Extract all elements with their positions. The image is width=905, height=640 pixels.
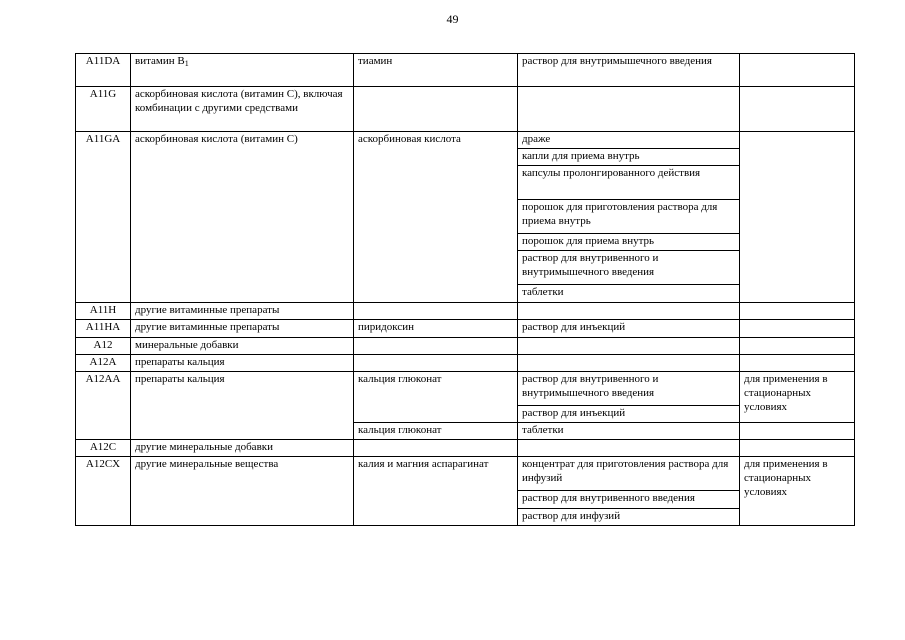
group-name: аскорбиновая кислота (витамин С), включая комбинации с другими средствами — [131, 87, 354, 132]
dosage-form — [518, 87, 740, 132]
note — [740, 440, 855, 457]
inn-name — [354, 303, 518, 320]
dosage-form: порошок для приема внутрь — [518, 234, 740, 251]
atc-code: A12A — [76, 355, 131, 372]
group-name: аскорбиновая кислота (витамин С) — [131, 132, 354, 303]
group-name: препараты кальция — [131, 372, 354, 440]
dosage-form: драже — [518, 132, 740, 149]
dosage-form: раствор для внутривенного и внутримышечного введения — [518, 251, 740, 285]
group-name: препараты кальция — [131, 355, 354, 372]
group-name: минеральные добавки — [131, 338, 354, 355]
dosage-form: капли для приема внутрь — [518, 149, 740, 166]
note — [740, 132, 855, 303]
inn-name: пиридоксин — [354, 320, 518, 338]
table-row — [76, 372, 855, 406]
inn-name: кальция глюконат — [354, 372, 518, 423]
page-number: 49 — [446, 12, 459, 26]
table-row — [76, 355, 855, 372]
dosage-form: раствор для внутримышечного введения — [518, 54, 740, 87]
note — [740, 303, 855, 320]
table-row — [76, 87, 855, 132]
dosage-form: раствор для внутривенного введения — [518, 491, 740, 509]
dosage-form — [518, 338, 740, 355]
group-name: витамин $B_1$ — [131, 54, 354, 87]
atc-code: A11H — [76, 303, 131, 320]
group-name: другие витаминные препараты — [131, 303, 354, 320]
dosage-form: раствор для инъекций — [518, 406, 740, 423]
note — [740, 320, 855, 338]
dosage-form: раствор для внутривенного и внутримышечного введения — [518, 372, 740, 406]
note — [740, 423, 855, 440]
group-name: другие минеральные вещества — [131, 457, 354, 526]
dosage-form: таблетки — [518, 423, 740, 440]
inn-name: аскорбиновая кислота — [354, 132, 518, 303]
inn-name — [354, 355, 518, 372]
note — [740, 87, 855, 132]
table-row — [76, 303, 855, 320]
dosage-form — [518, 355, 740, 372]
table-row — [76, 132, 855, 149]
dosage-form: таблетки — [518, 285, 740, 303]
atc-code: A12CX — [76, 457, 131, 526]
table-row — [76, 440, 855, 457]
dosage-form: порошок для приготовления раствора для приема внутрь — [518, 200, 740, 234]
atc-code: A12C — [76, 440, 131, 457]
inn-name — [354, 87, 518, 132]
atc-code: A12AA — [76, 372, 131, 440]
note: для применения в стационарных условиях — [740, 457, 855, 526]
atc-code: A11GA — [76, 132, 131, 303]
dosage-form: раствор для инфузий — [518, 509, 740, 526]
dosage-form: концентрат для приготовления раствора для инфузий — [518, 457, 740, 491]
atc-code: A11HA — [76, 320, 131, 338]
note — [740, 355, 855, 372]
inn-name: кальция глюконат — [354, 423, 518, 440]
table-row — [76, 338, 855, 355]
drug-table — [75, 53, 855, 526]
dosage-form — [518, 303, 740, 320]
dosage-form: раствор для инъекций — [518, 320, 740, 338]
atc-code: A11DA — [76, 54, 131, 87]
group-name: другие витаминные препараты — [131, 320, 354, 338]
table-row — [76, 457, 855, 491]
atc-code: A11G — [76, 87, 131, 132]
atc-code: A12 — [76, 338, 131, 355]
group-name: другие минеральные добавки — [131, 440, 354, 457]
inn-name — [354, 440, 518, 457]
note — [740, 54, 855, 87]
inn-name: калия и магния аспарагинат — [354, 457, 518, 526]
dosage-form: капсулы пролонгированного действия — [518, 166, 740, 200]
inn-name: тиамин — [354, 54, 518, 87]
note — [740, 338, 855, 355]
table-row — [76, 320, 855, 338]
note: для применения в стационарных условиях — [740, 372, 855, 423]
inn-name — [354, 338, 518, 355]
table-row — [76, 54, 855, 87]
dosage-form — [518, 440, 740, 457]
